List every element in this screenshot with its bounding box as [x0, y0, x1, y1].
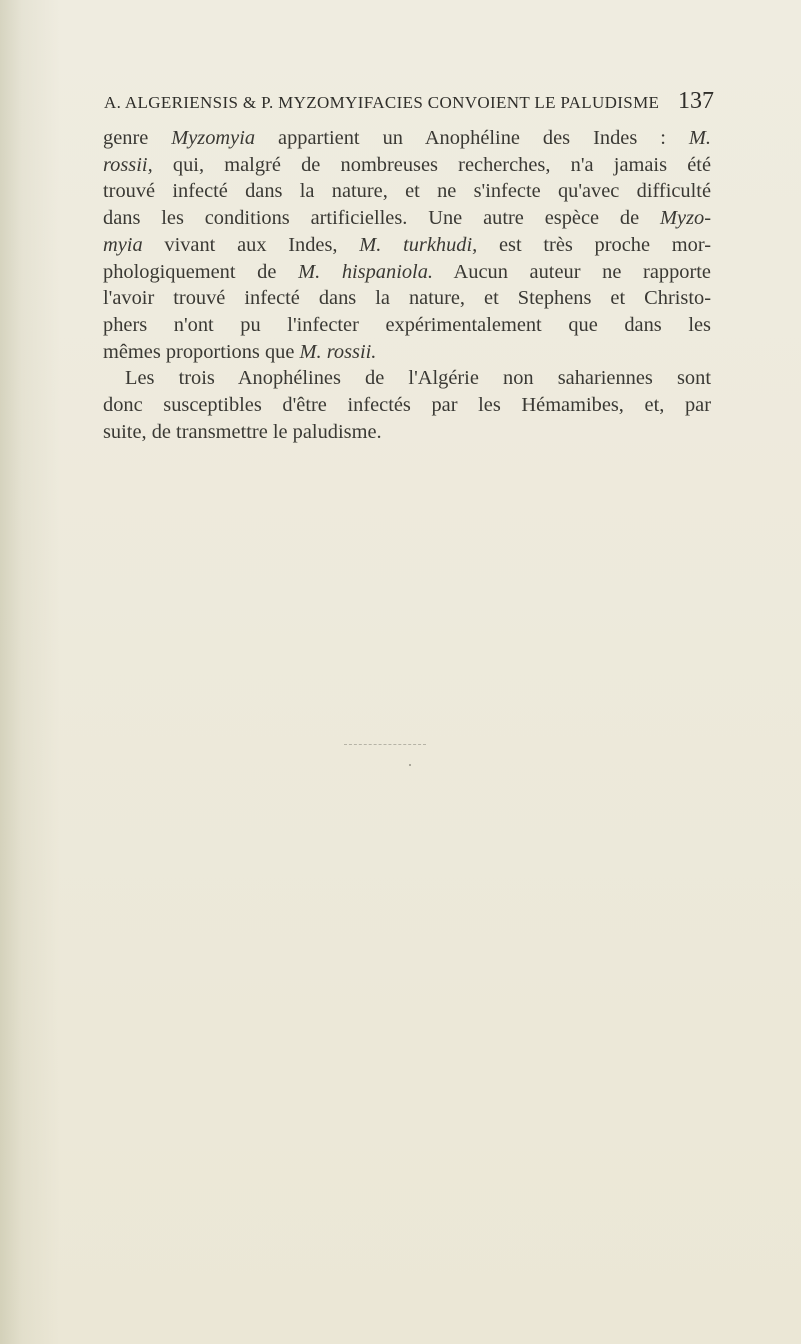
page-number: 137: [678, 88, 714, 114]
text-line: phers n'ont pu l'infecter expérimentalement que dans les: [103, 313, 711, 336]
section-divider: [344, 744, 426, 745]
text-line: rossii, qui, malgré de nombreuses recherches, n'a jamais été: [103, 153, 711, 176]
running-head: A. ALGERIENSIS & P. MYZOMYIFACIES CONVOIENT LE PALUDISME: [104, 93, 660, 112]
paragraph-start-line: Les trois Anophélines de l'Algérie non sahariennes sont: [125, 367, 711, 390]
page-header: [104, 88, 714, 123]
text-line: trouvé infecté dans la nature, et ne s'infecte qu'avec difficulté: [103, 180, 711, 203]
text-line: suite, de transmettre le paludisme.: [103, 420, 382, 443]
paper-speck: [409, 764, 411, 766]
text-line: myia vivant aux Indes, M. turkhudi, est très proche mor-: [103, 233, 711, 256]
text-line: dans les conditions artificielles. Une autre espèce de Myzo-: [103, 207, 711, 230]
text-line: donc susceptibles d'être infectés par les Hémamibes, et, par: [103, 394, 711, 417]
text-line: genre Myzomyia appartient un Anophéline des Indes : M.: [103, 127, 711, 149]
body-text: [103, 125, 711, 445]
text-line: phologiquement de M. hispaniola. Aucun auteur ne rapporte: [103, 260, 711, 283]
text-line: l'avoir trouvé infecté dans la nature, et Stephens et Christo-: [103, 287, 711, 310]
text-line: mêmes proportions que M. rossii.: [103, 340, 377, 363]
